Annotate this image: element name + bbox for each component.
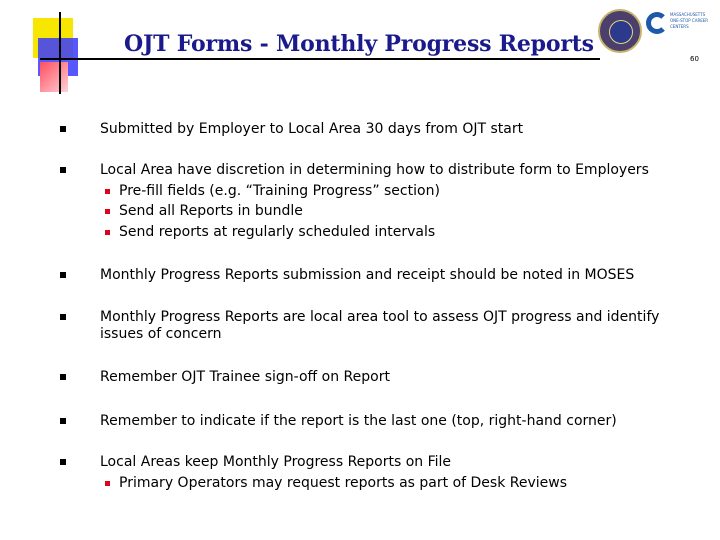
bullet-text: Monthly Progress Reports are local area tool to assess OJT progress and identify issues of concern (100, 309, 660, 342)
bullet-marker-icon (60, 167, 66, 173)
bullet-marker-icon (60, 459, 66, 465)
bullet-text: Monthly Progress Reports submission and receipt should be noted in MOSES (100, 267, 635, 283)
bullet-text: Local Area have discretion in determining how to distribute form to Employers (100, 162, 649, 178)
sub-bullet-marker-icon (105, 230, 110, 235)
sub-bullet-text: Send reports at regularly scheduled intervals (119, 224, 436, 240)
bullet-marker-icon (60, 126, 66, 132)
bullet-text: Local Areas keep Monthly Progress Reports on File (100, 454, 452, 470)
bullet-marker-icon (60, 314, 66, 320)
sub-bullet-marker-icon (105, 209, 110, 214)
sub-bullet-text: Send all Reports in bundle (119, 203, 303, 219)
bullet-marker-icon (60, 272, 66, 278)
slide-title: OJT Forms - Monthly Progress Reports (124, 31, 594, 57)
page-number: 60 (690, 55, 699, 63)
bullet-text: Remember OJT Trainee sign-off on Report (100, 369, 390, 385)
bullet-text: Remember to indicate if the report is the last one (top, right-hand corner) (100, 413, 617, 429)
bullet-marker-icon (60, 374, 66, 380)
sub-bullet-marker-icon (105, 189, 110, 194)
sub-bullet-text: Primary Operators may request reports as part of Desk Reviews (119, 475, 567, 491)
sub-bullet-marker-icon (105, 481, 110, 486)
bullet-text: Submitted by Employer to Local Area 30 days from OJT start (100, 121, 524, 137)
sub-bullet-text: Pre-fill fields (e.g. “Training Progress” section) (119, 183, 440, 199)
career-centers-logo-text: MASSACHUSETTS ONE-STOP CAREER CENTERS (670, 12, 709, 29)
bullet-marker-icon (60, 418, 66, 424)
